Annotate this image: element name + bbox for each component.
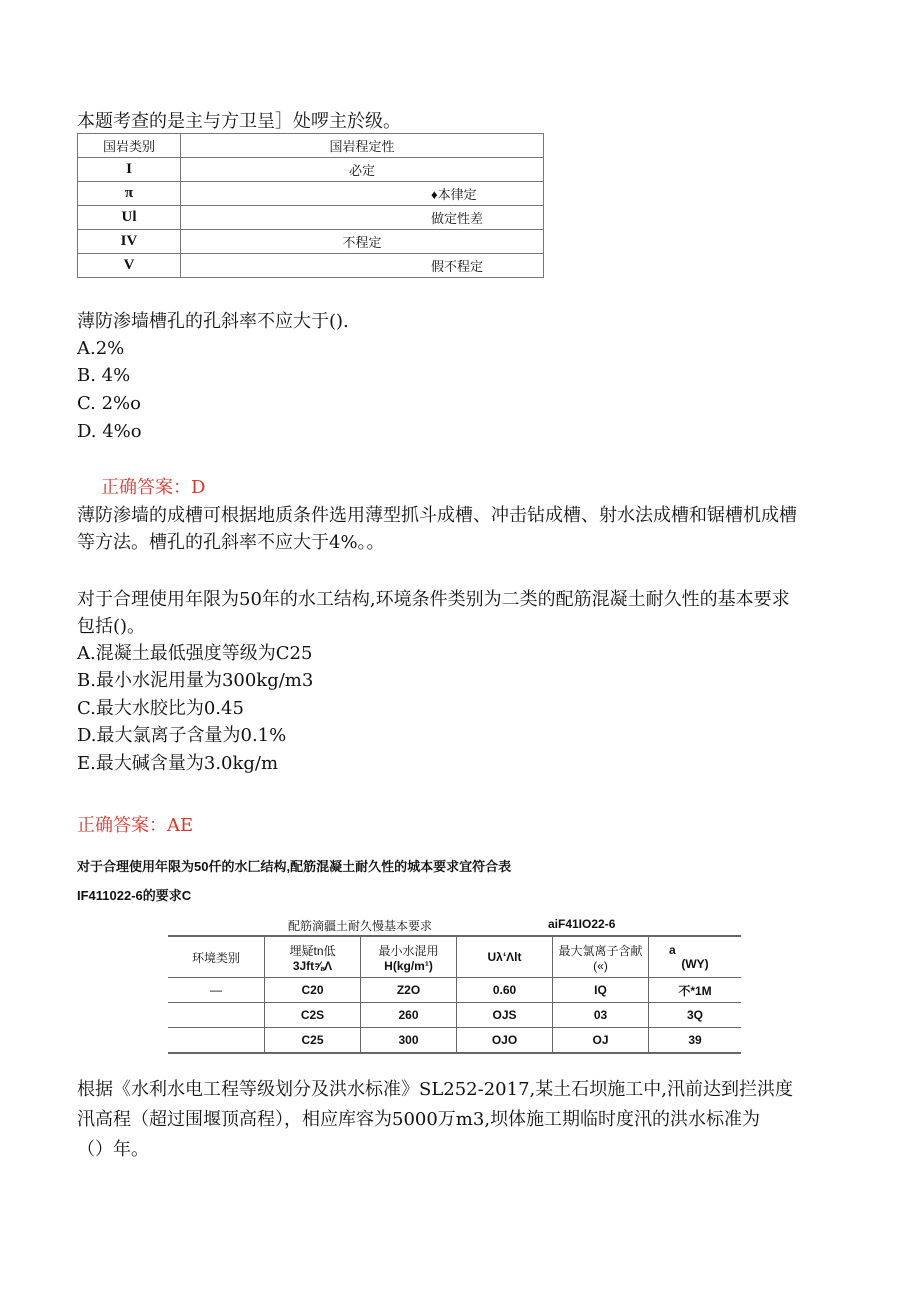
class-cell: V — [78, 254, 181, 278]
q1-option-c: C. 2%o — [77, 393, 141, 414]
header-cell — [649, 936, 742, 978]
table2-number: aiF41IO22-6 — [548, 917, 616, 931]
cell: OJS — [457, 1003, 553, 1028]
header-line: 最大氯离子含献 — [558, 943, 643, 958]
class-cell: I — [78, 158, 181, 182]
cell: 不*1M — [649, 978, 742, 1003]
cell: C20 — [265, 978, 361, 1003]
cell — [168, 1028, 265, 1054]
q2-question: 包括()。 — [77, 616, 146, 637]
rock-class-table — [77, 133, 544, 278]
cell — [168, 1003, 265, 1028]
cell: 03 — [553, 1003, 649, 1028]
q1-explanation: 等方法。槽孔的孔斜率不应大于4%。。 — [77, 532, 385, 553]
header-line: (WY) — [681, 957, 709, 971]
durability-table — [168, 935, 741, 1054]
table2-caption: 配筋滴疆土耐久慢基本要求 — [288, 919, 433, 933]
q3-question: （）年。 — [77, 1139, 149, 1160]
cell: 3Q — [649, 1003, 742, 1028]
header-line: («) — [593, 958, 608, 973]
q3-question: 汛高程（超过围堰顶高程），相应库容为5000万m3,坝体施工期临时度汛的洪水标准为 — [77, 1109, 761, 1130]
intro-text: 本题考查的是主与方卫呈］处啰主於级。 — [77, 111, 401, 132]
header-line: 最小水混用 — [378, 943, 439, 958]
class-cell: Ul — [78, 206, 181, 230]
cell: Z2O — [361, 978, 457, 1003]
table-row — [168, 978, 741, 1003]
q2-question: 对于合理使用年限为50年的水工结构,环境条件类别为二类的配筋混凝土耐久性的基本要求 — [77, 589, 790, 610]
cell: C25 — [265, 1028, 361, 1054]
stability-cell: 不程定 — [181, 230, 544, 254]
header-cell: UλʻΛlt — [457, 936, 553, 978]
header-cell — [265, 936, 361, 978]
stability-cell: 假不程定 — [181, 254, 544, 278]
stability-cell: 做定性差 — [181, 206, 544, 230]
q3-question: 根据《水利水电工程等级划分及洪水标准》SL252-2017,某土石坝施工中,汛前达到拦洪度 — [77, 1079, 793, 1100]
q1-explanation: 薄防渗墙的成槽可根据地质条件选用薄型抓斗成槽、冲击钻成槽、射水法成槽和锯槽机成槽 — [77, 505, 797, 526]
header-cell: 国岩类别 — [78, 134, 181, 158]
q1-option-d: D. 4%o — [77, 421, 142, 442]
q2-explanation: IF411022-6的要求C — [77, 888, 192, 903]
q1-question: 薄防渗墙槽孔的孔斜率不应大于(). — [77, 311, 349, 332]
q1-option-b: B. 4% — [77, 365, 131, 386]
q2-explanation: 对于合理使用年限为50仟的水匚结构,配筋混凝土耐久性的城本要求宜符合表 — [77, 859, 512, 874]
cell: IQ — [553, 978, 649, 1003]
q1-answer: 正确答案：D — [101, 477, 206, 498]
cell: 0.60 — [457, 978, 553, 1003]
cell: OJO — [457, 1028, 553, 1054]
stability-cell: ♦本律定 — [181, 182, 544, 206]
q2-option-d: D.最大氯离子含量为0.1% — [77, 725, 287, 746]
cell: 39 — [649, 1028, 742, 1054]
cell: OJ — [553, 1028, 649, 1054]
q2-option-b: B.最小水泥用量为300kg/m3 — [77, 670, 314, 691]
cell: 260 — [361, 1003, 457, 1028]
cell: — — [168, 978, 265, 1003]
q2-answer: 正确答案：AE — [77, 815, 194, 836]
header-cell — [361, 936, 457, 978]
q2-option-c: C.最大水胶比为0.45 — [77, 698, 244, 719]
cell: 300 — [361, 1028, 457, 1054]
table-row — [168, 1003, 741, 1028]
q2-option-a: A.混凝土最低强度等级为C25 — [77, 643, 313, 664]
header-cell: 环境类别 — [168, 936, 265, 978]
header-line: 埋疑tn低 — [289, 943, 336, 958]
stability-cell: 必定 — [181, 158, 544, 182]
cell: C2S — [265, 1003, 361, 1028]
q2-option-e: E.最大碱含量为3.0kg/m — [77, 753, 279, 774]
header-cell — [553, 936, 649, 978]
header-line: H(kg/m¹) — [384, 958, 433, 973]
header-cell: 国岩程定性 — [181, 134, 544, 158]
q1-option-a: A.2% — [77, 338, 125, 359]
header-line: 3Jft⅝Λ — [292, 958, 333, 973]
header-line: a — [669, 943, 676, 957]
class-cell: π — [78, 182, 181, 206]
table-row — [168, 1028, 741, 1054]
class-cell: IV — [78, 230, 181, 254]
